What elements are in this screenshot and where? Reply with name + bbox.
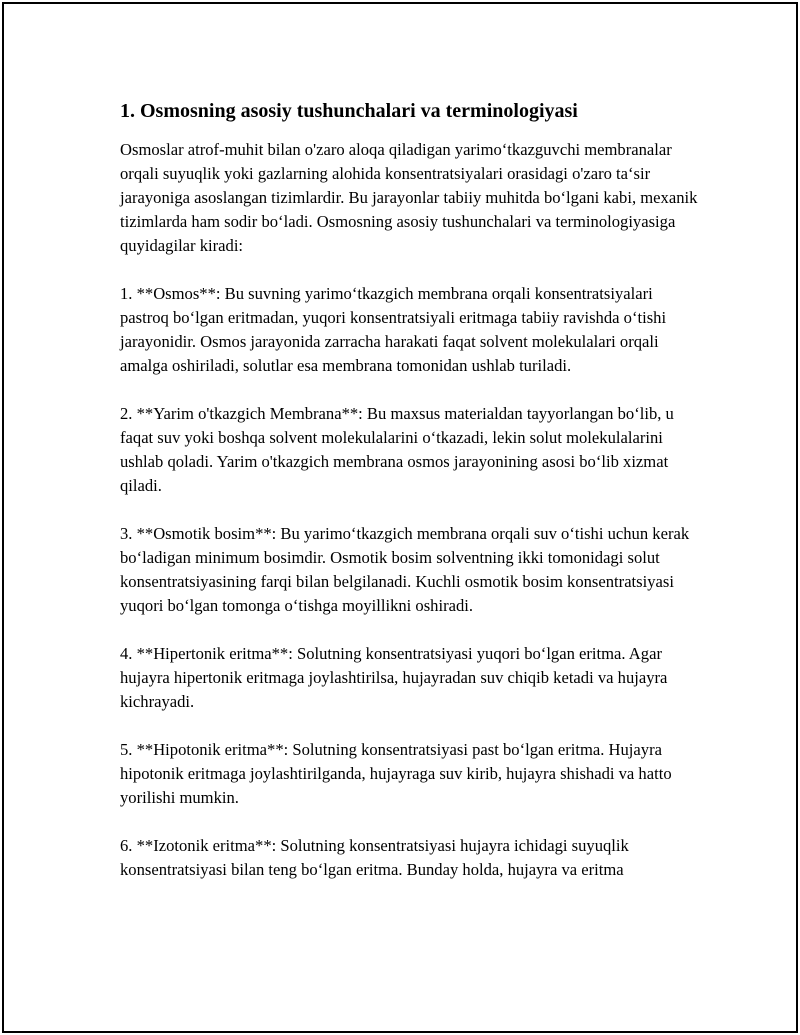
term-hypotonic-paragraph: 5. **Hipotonik eritma**: Solutning konsentratsiyasi past bo‘lgan eritma. Hujayra hipotonik eritmaga joylashtirilganda, hujayraga suv kirib, hujayra shishadi va hatto yorilishi mumkin.	[120, 740, 672, 807]
term-hypertonic-paragraph: 4. **Hipertonik eritma**: Solutning konsentratsiyasi yuqori bo‘lgan eritma. Agar hujayra hipertonik eritmaga joylashtirilsa, hujayradan suv chiqib ketadi va hujayra kichrayadi.	[120, 644, 668, 711]
section-heading: 1. Osmosning asosiy tushunchalari va terminologiyasi	[120, 100, 578, 122]
term-osmotic-pressure-paragraph: 3. **Osmotik bosim**: Bu yarimo‘tkazgich membrana orqali suv o‘tishi uchun kerak bo‘ladigan minimum bosimdir. Osmotik bosim solventning ikki tomonidagi solut konsentratsiyasining farqi bilan belgilanadi. Kuchli osmotik bosim konsentratsiyasi yuqori bo‘lgan tomonga o‘tishga moyillikni oshiradi.	[120, 524, 690, 615]
intro-paragraph: Osmoslar atrof-muhit bilan o'zaro aloqa qiladigan yarimo‘tkazguvchi membranalar orqali suyuqlik yoki gazlarning alohida konsentratsiyalari orasidagi o'zaro ta‘sir jarayoniga asoslangan tizimlardir. Bu jarayonlar tabiiy muhitda bo‘lgani kabi, mexanik tizimlarda ham sodir bo‘ladi. Osmosning asosiy tushunchalari va terminologiyasiga quyidagilar kiradi:	[120, 140, 698, 255]
term-osmos-paragraph: 1. **Osmos**: Bu suvning yarimo‘tkazgich membrana orqali konsentratsiyalari pastroq bo‘lgan eritmadan, yuqori konsentratsiyali eritmaga tabiiy ravishda o‘tishi jarayonidir. Osmos jarayonida zarracha harakati faqat solvent molekulalari orqali amalga oshiriladi, solutlar esa membrana tomonidan ushlab turiladi.	[120, 284, 667, 375]
term-membrane-paragraph: 2. **Yarim o'tkazgich Membrana**: Bu maxsus materialdan tayyorlangan bo‘lib, u faqat suv yoki boshqa solvent molekulalarini o‘tkazadi, lekin solut molekulalarini ushlab qoladi. Yarim o'tkazgich membrana osmos jarayonining asosi bo‘lib xizmat qiladi.	[120, 404, 674, 495]
page-frame	[2, 2, 798, 1033]
document-body	[120, 98, 700, 906]
term-isotonic-paragraph: 6. **Izotonik eritma**: Solutning konsentratsiyasi hujayra ichidagi suyuqlik konsentratsiyasi bilan teng bo‘lgan eritma. Bunday holda, hujayra va eritma	[120, 836, 629, 879]
